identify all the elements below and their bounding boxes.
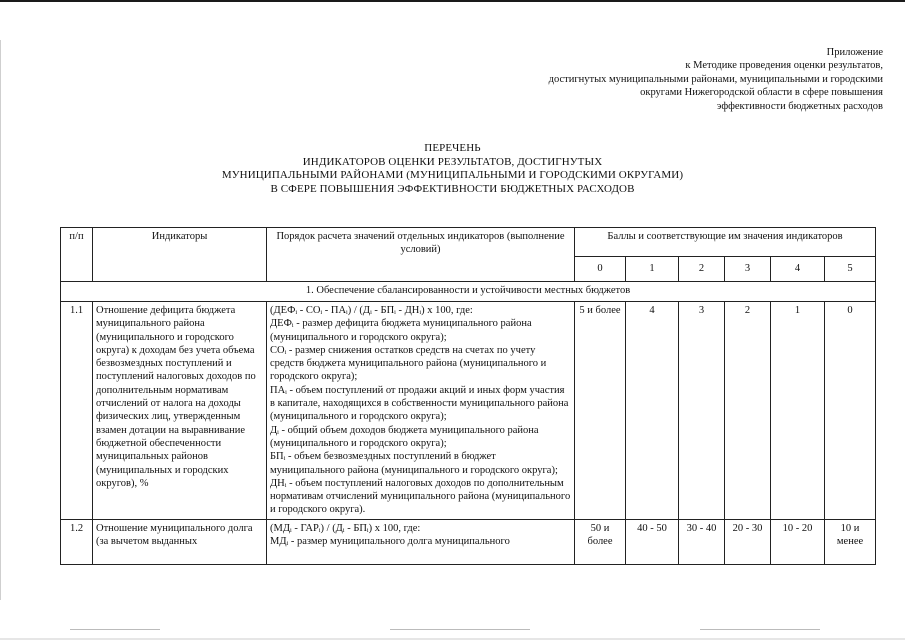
score-value-0: 50 и более xyxy=(575,519,626,564)
title-line: ИНДИКАТОРОВ ОЦЕНКИ РЕЗУЛЬТАТОВ, ДОСТИГНУТЫХ xyxy=(302,155,603,168)
scan-artifact-line xyxy=(700,629,820,630)
header-formula: Порядок расчета значений отдельных индикаторов (выполнение условий) xyxy=(267,228,575,282)
score-value-4: 1 xyxy=(771,302,825,520)
score-value-5: 10 и менее xyxy=(825,519,876,564)
score-col-5: 5 xyxy=(825,257,876,282)
formula-line: ДНᵢ - объем поступлений налоговых доходов по дополнительным нормативам отчислений муниципального района (муниципального и городского округа). xyxy=(270,477,571,516)
formula-line: БПᵢ - объем безвозмездных поступлений в бюджет муниципального района (муниципального и городского округа); xyxy=(270,451,558,476)
appendix-line: к Методике проведения оценки результатов, xyxy=(685,60,883,72)
scan-artifact-line xyxy=(390,629,530,630)
row-number: 1.1 xyxy=(61,302,93,520)
formula-line: СОᵢ - размер снижения остатков средств на счетах по учету средств бюджета муниципального района (муниципального и городского округа); xyxy=(270,344,547,383)
formula-line: ПАᵢ - объем поступлений от продажи акций и иных форм участия в капитале, находящихся в собственности муниципального района (муниципального и городского округа); xyxy=(270,384,569,423)
scan-edge-left xyxy=(0,40,1,600)
appendix-note xyxy=(463,46,883,113)
formula-line: Дᵢ - общий объем доходов бюджета муниципального района (муниципального и городского округа); xyxy=(270,424,539,449)
indicators-table xyxy=(60,227,876,565)
appendix-line: достигнутых муниципальными районами, муниципальными и городскими xyxy=(548,73,883,85)
score-value-1: 40 - 50 xyxy=(626,519,679,564)
score-value-3: 20 - 30 xyxy=(725,519,771,564)
score-value-5: 0 xyxy=(825,302,876,520)
table-row xyxy=(61,302,876,520)
table-header-row xyxy=(61,228,876,257)
title-line: МУНИЦИПАЛЬНЫМИ РАЙОНАМИ (МУНИЦИПАЛЬНЫМИ И ГОРОДСКИМИ ОКРУГАМИ) xyxy=(221,169,684,182)
appendix-line: эффективности бюджетных расходов xyxy=(716,100,883,112)
score-value-0: 5 и более xyxy=(575,302,626,520)
score-value-4: 10 - 20 xyxy=(771,519,825,564)
score-value-2: 30 - 40 xyxy=(679,519,725,564)
formula-line: МДᵢ - размер муниципального долга муниципального xyxy=(270,536,510,548)
score-value-2: 3 xyxy=(679,302,725,520)
header-scores: Баллы и соответствующие им значения индикаторов xyxy=(575,228,876,257)
formula-cell xyxy=(267,302,575,520)
header-indicators: Индикаторы xyxy=(93,228,267,282)
score-value-3: 2 xyxy=(725,302,771,520)
indicator-text: Отношение дефицита бюджета муниципального района (муниципального и городского округа) к доходам без учета объема безвозмездных поступлений и поступлений налоговых доходов по дополнительным нормативам отчислений от налога на доходы физических лиц, утвержденным взамен дотации на выравнивание бюджетной обеспеченности муниципальных районов (муниципальных и городских округов), % xyxy=(93,302,267,520)
section-title: 1. Обеспечение сбалансированности и устойчивости местных бюджетов xyxy=(61,282,876,302)
title-line: ПЕРЕЧЕНЬ xyxy=(424,142,481,154)
formula-line: (ДЕФᵢ - СОᵢ - ПАᵢ) / (Дᵢ - БПᵢ - ДНᵢ) x 100, где: xyxy=(270,305,473,316)
appendix-line: округами Нижегородской области в сфере повышения xyxy=(640,87,883,99)
score-col-1: 1 xyxy=(626,257,679,282)
header-num: п/п xyxy=(61,228,93,282)
title-line: В СФЕРЕ ПОВЫШЕНИЯ ЭФФЕКТИВНОСТИ БЮДЖЕТНЫХ РАСХОДОВ xyxy=(270,182,635,195)
document-title xyxy=(0,142,905,196)
score-col-3: 3 xyxy=(725,257,771,282)
score-col-2: 2 xyxy=(679,257,725,282)
table-row xyxy=(61,519,876,564)
scan-edge-top xyxy=(0,0,905,2)
row-number: 1.2 xyxy=(61,519,93,564)
score-value-1: 4 xyxy=(626,302,679,520)
score-col-0: 0 xyxy=(575,257,626,282)
formula-cell xyxy=(267,519,575,564)
scan-artifact-line xyxy=(70,629,160,630)
score-col-4: 4 xyxy=(771,257,825,282)
section-row xyxy=(61,282,876,302)
appendix-line: Приложение xyxy=(826,47,883,58)
indicator-text: Отношение муниципального долга (за вычетом выданных xyxy=(93,519,267,564)
formula-line: (МДᵢ - ГАРᵢ) / (Дᵢ - БПᵢ) x 100, где: xyxy=(270,522,421,534)
formula-line: ДЕФᵢ - размер дефицита бюджета муниципального района (муниципального и городского округа); xyxy=(270,318,532,343)
